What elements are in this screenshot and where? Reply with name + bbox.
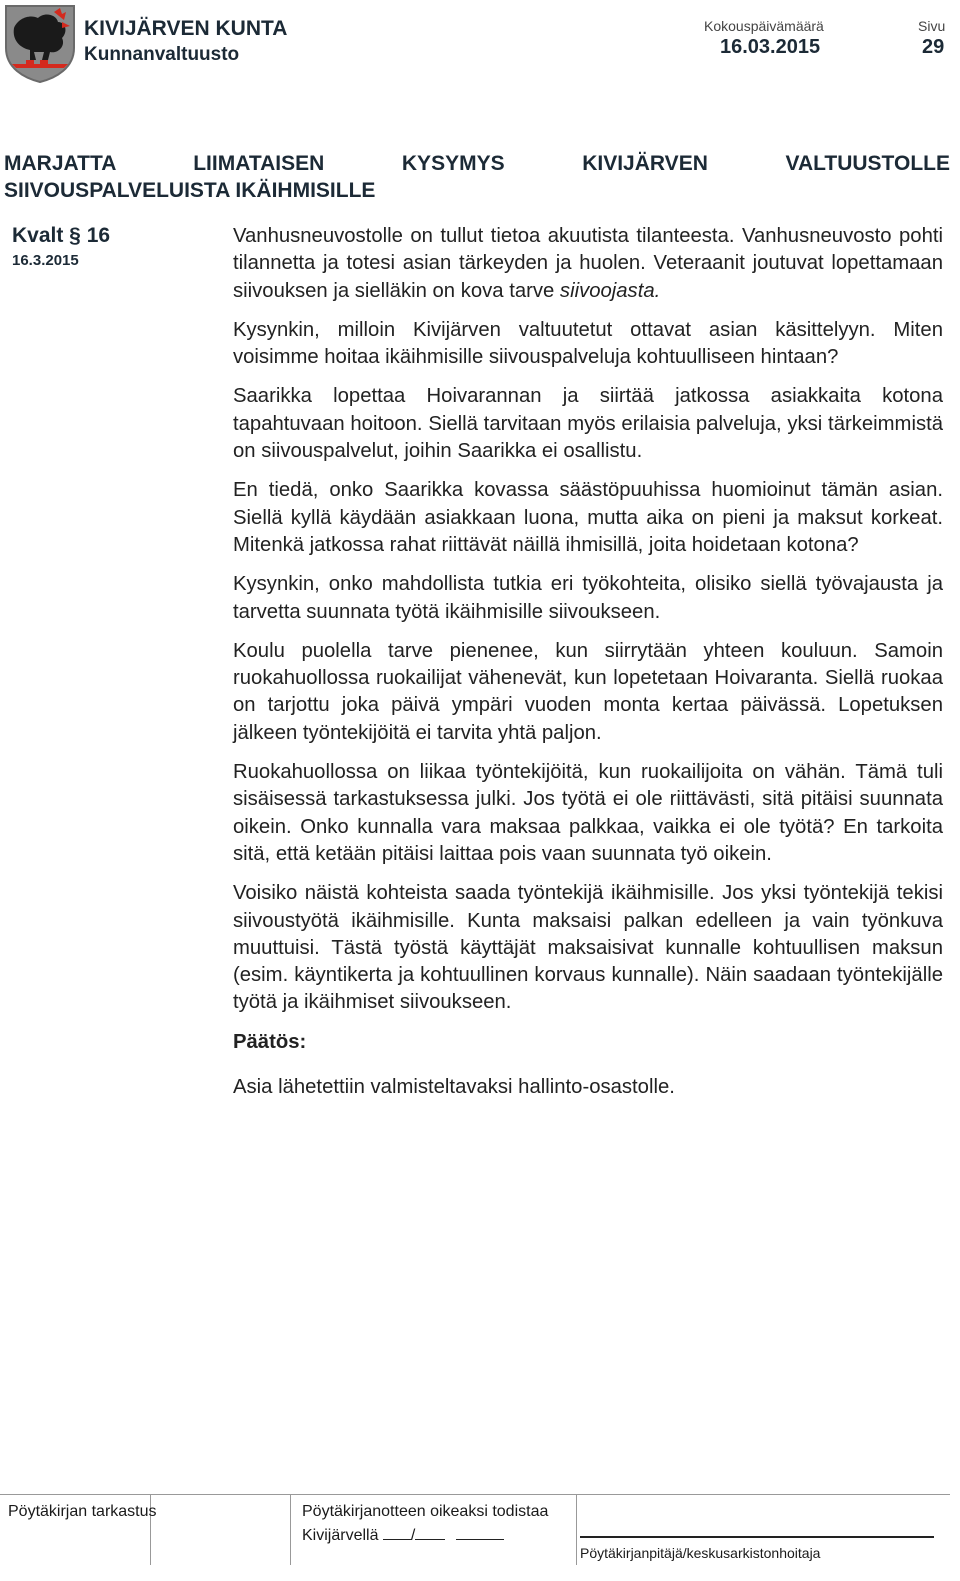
meeting-date-label: Kokouspäivämäärä — [704, 18, 824, 34]
paragraph: Saarikka lopettaa Hoivarannan ja siirtää jatkossa asiakkaita kotona tapahtuvaan hoitoon. Siellä tarvitaan myös erilaisia palveluja, yksi tärkeimmistä on siivouspalvelut, joihin Saarikka ei osallistu. — [233, 385, 943, 463]
footer-divider — [290, 1495, 291, 1565]
paragraph: Kysynkin, onko mahdollista tutkia eri työkohteita, olisiko siellä työvajausta ja tarvetta suunnata työtä ikäihmisille siivoukseen. — [233, 573, 943, 623]
paragraph — [233, 223, 943, 305]
signer-title: Pöytäkirjanpitäjä/keskusarkistonhoitaja — [580, 1545, 821, 1561]
paragraph: Koulu puolella tarve pienenee, kun siirrytään yhteen kouluun. Samoin ruokahuollossa ruokailijat vähenevät, kun lopetetaan Hoivaranta. Siellä ruokaa on tarjottu joka päivä ympäri vuoden monta kertaa päivässä. Lopetuksen jälkeen työntekijöitä ei tarvita yhtä paljon. — [233, 639, 943, 744]
paragraph-text: Vanhusneuvostolle on tullut tietoa akuutista tilanteesta. Vanhusneuvosto pohti tilannetta ja totesi asian tärkeyden ja huolen. Veteraanit joutuvat lopettamaan siivouksen ja sielläkin on kova tarve — [233, 225, 943, 302]
footer-divider — [576, 1495, 577, 1565]
page-number: 29 — [922, 36, 945, 58]
day-blank — [383, 1525, 411, 1540]
minutes-review-label: Pöytäkirjan tarkastus — [8, 1503, 157, 1520]
paragraph: Kysynkin, milloin Kivijärven valtuutetut ottavat asian käsittelyyn. Miten voisimme hoitaa ikäihmisille siivouspalveluja kohtuulliseen hintaan? — [233, 318, 943, 369]
coat-of-arms-icon — [4, 4, 76, 84]
paragraph-emphasis: siivoojasta. — [559, 279, 661, 302]
certification-label: Pöytäkirjanotteen oikeaksi todistaa — [302, 1503, 549, 1520]
month-blank — [415, 1525, 445, 1540]
agenda-item-title — [4, 150, 950, 204]
municipality-name: KIVIJÄRVEN KUNTA — [84, 17, 288, 40]
meeting-date: 16.03.2015 — [720, 36, 821, 58]
paragraph: Ruokahuollossa on liikaa työntekijöitä, kun ruokailijoita on vähän. Tämä tuli sisäisessä tarkastuksessa julki. Jos työtä ei ole riittävästi, sitä pitäisi suunnata oikein. Onko kunnalla vara maksaa palkkaa, vaikka ei ole työtä? En tarkoita sitä, että ketään pitäisi laittaa pois vaan suunnata työ oikein. — [233, 761, 943, 865]
page-header — [0, 0, 960, 90]
decision-text: Asia lähetettiin valmisteltavaksi hallinto-osastolle. — [233, 1076, 675, 1099]
decision-label: Päätös: — [233, 1030, 307, 1053]
title-line-2: SIIVOUSPALVELUISTA IKÄIHMISILLE — [4, 179, 376, 202]
paragraph: En tiedä, onko Saarikka kovassa säästöpuuhissa huomioinut tämän asian. Siellä kyllä käydään asiakkaan luona, mutta aika on pieni ja maksut korkeat. Mitenkä jatkossa rahat riittävät näillä ihmisillä, joita hoidetaan kotona? — [233, 479, 943, 556]
organization-name — [84, 16, 287, 68]
section-date: 16.3.2015 — [12, 252, 79, 269]
section-number: Kvalt § 16 — [12, 224, 111, 247]
item-body — [233, 223, 943, 1113]
year-blank — [456, 1525, 504, 1540]
page-number-label: Sivu — [918, 18, 946, 34]
section-reference — [12, 224, 110, 269]
date-separator: / — [410, 1527, 416, 1544]
certification-place-date — [302, 1525, 504, 1545]
signature-line — [580, 1536, 934, 1538]
council-name: Kunnanvaltuusto — [84, 44, 240, 65]
title-line-1: MARJATTA LIIMATAISEN KYSYMYS KIVIJÄRVEN VALTUUSTOLLE — [4, 152, 950, 175]
place-name: Kivijärvellä — [302, 1527, 379, 1544]
paragraph: Voisiko näistä kohteista saada työntekijä ikäihmisille. Jos yksi työntekijä tekisi siivoustyötä ikäihmisille. Kunta maksaisi palkan edelleen ja vain työnkuva muuttuisi. Tästä työstä käyttäjät maksaisivat kunnalle kohtuullisen maksun (esim. käyntikerta ja kohtuullinen korvaus kunnalle). Näin saadaan työntekijälle työtä ja ikäihmiset siivoukseen. — [233, 882, 943, 1014]
